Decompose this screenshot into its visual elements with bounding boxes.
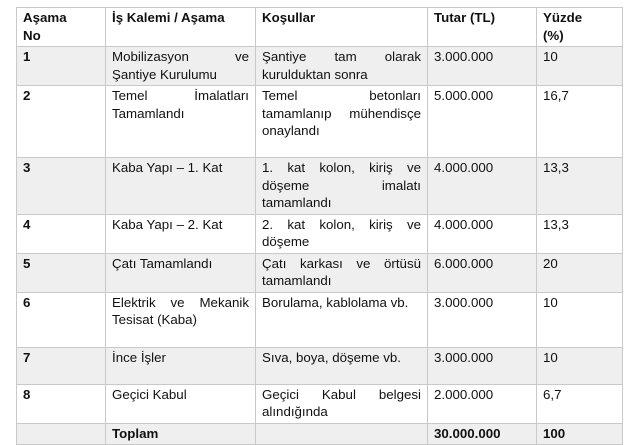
conditions-cell: Sıva, boya, döşeme vb. bbox=[256, 347, 428, 384]
percent-cell: 6,7 bbox=[537, 384, 623, 423]
percent-cell: 20 bbox=[537, 253, 623, 292]
stage-no-cell: 2 bbox=[17, 86, 106, 158]
conditions-cell: Geçici Kabul belgesi alındığında bbox=[256, 384, 428, 423]
amount-cell: 5.000.000 bbox=[428, 86, 537, 158]
percent-cell: 10 bbox=[537, 47, 623, 86]
item-cell: Geçici Kabul bbox=[106, 384, 256, 423]
conditions-cell: Şantiye tam olarak kurulduktan sonra bbox=[256, 47, 428, 86]
item-cell: Elektrik ve Mekanik Tesisat (Kaba) bbox=[106, 292, 256, 347]
amount-cell: 4.000.000 bbox=[428, 158, 537, 215]
amount-cell: 3.000.000 bbox=[428, 347, 537, 384]
total-conditions-empty-cell bbox=[256, 423, 428, 445]
amount-cell: 3.000.000 bbox=[428, 292, 537, 347]
header-stage-no: Aşama No bbox=[17, 8, 106, 47]
conditions-cell: Borulama, kablolama vb. bbox=[256, 292, 428, 347]
table-row bbox=[17, 384, 623, 423]
table-row bbox=[17, 86, 623, 158]
percent-cell: 13,3 bbox=[537, 214, 623, 253]
percent-cell: 10 bbox=[537, 347, 623, 384]
amount-cell: 6.000.000 bbox=[428, 253, 537, 292]
item-cell: Kaba Yapı – 1. Kat bbox=[106, 158, 256, 215]
item-cell: Çatı Tamamlandı bbox=[106, 253, 256, 292]
table-row bbox=[17, 292, 623, 347]
percent-cell: 16,7 bbox=[537, 86, 623, 158]
header-amount: Tutar (TL) bbox=[428, 8, 537, 47]
stage-no-cell: 1 bbox=[17, 47, 106, 86]
total-empty-cell bbox=[17, 423, 106, 445]
total-percent: 100 bbox=[537, 423, 623, 445]
stage-no-cell: 6 bbox=[17, 292, 106, 347]
total-amount: 30.000.000 bbox=[428, 423, 537, 445]
conditions-cell: 2. kat kolon, kiriş ve döşeme bbox=[256, 214, 428, 253]
percent-cell: 13,3 bbox=[537, 158, 623, 215]
amount-cell: 2.000.000 bbox=[428, 384, 537, 423]
table-row bbox=[17, 347, 623, 384]
item-cell: İnce İşler bbox=[106, 347, 256, 384]
amount-cell: 4.000.000 bbox=[428, 214, 537, 253]
percent-cell: 10 bbox=[537, 292, 623, 347]
conditions-cell: Çatı karkası ve örtüsü tamamlandı bbox=[256, 253, 428, 292]
item-cell: Temel İmalatları Tamamlandı bbox=[106, 86, 256, 158]
header-row bbox=[17, 8, 623, 47]
table-row bbox=[17, 214, 623, 253]
stage-no-cell: 4 bbox=[17, 214, 106, 253]
stage-no-cell: 3 bbox=[17, 158, 106, 215]
stage-no-cell: 7 bbox=[17, 347, 106, 384]
stage-no-cell: 8 bbox=[17, 384, 106, 423]
stage-no-cell: 5 bbox=[17, 253, 106, 292]
item-cell: Mobilizasyon ve Şantiye Kurulumu bbox=[106, 47, 256, 86]
total-label: Toplam bbox=[106, 423, 256, 445]
header-conditions: Koşullar bbox=[256, 8, 428, 47]
conditions-cell: 1. kat kolon, kiriş ve döşeme imalatı tamamlandı bbox=[256, 158, 428, 215]
conditions-cell: Temel betonları tamamlanıp mühendisçe onaylandı bbox=[256, 86, 428, 158]
header-percent: Yüzde (%) bbox=[537, 8, 623, 47]
table-row bbox=[17, 158, 623, 215]
header-item: İş Kalemi / Aşama bbox=[106, 8, 256, 47]
payment-schedule-table bbox=[16, 7, 623, 445]
total-row bbox=[17, 423, 623, 445]
amount-cell: 3.000.000 bbox=[428, 47, 537, 86]
item-cell: Kaba Yapı – 2. Kat bbox=[106, 214, 256, 253]
table-row bbox=[17, 253, 623, 292]
table-row bbox=[17, 47, 623, 86]
